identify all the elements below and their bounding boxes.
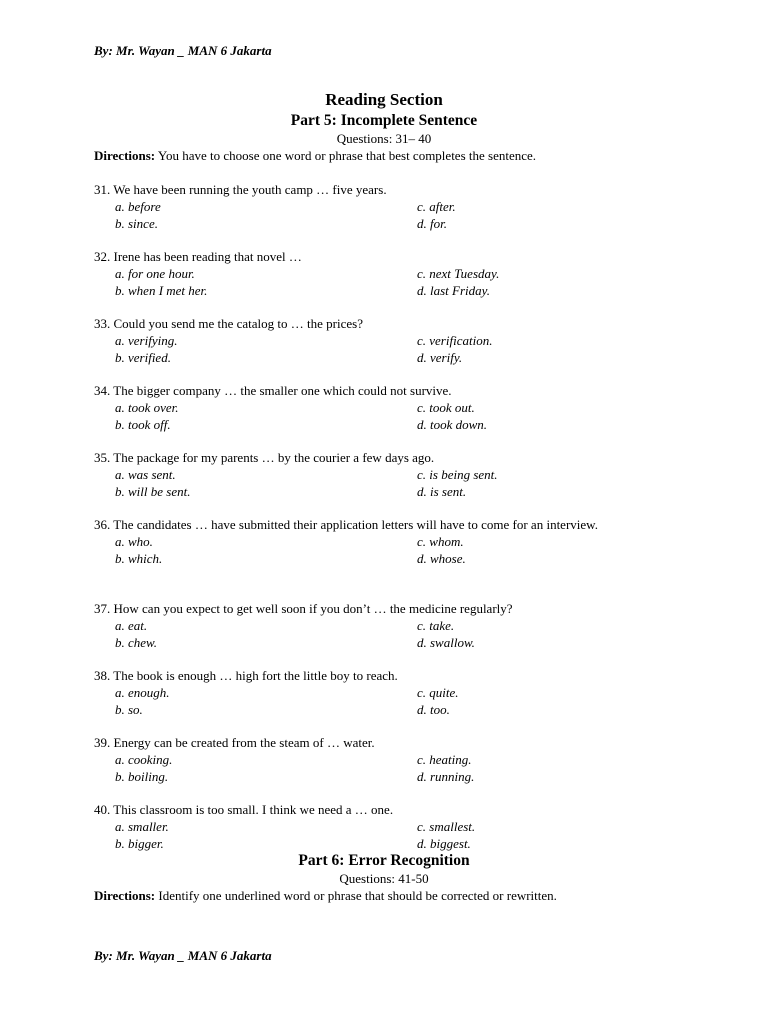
question-stem: 31. We have been running the youth camp … five years. (94, 182, 387, 197)
option-c: c. after. (417, 199, 456, 214)
option-b: b. verified. (115, 350, 171, 365)
option-c: c. is being sent. (417, 467, 498, 482)
question-31 (94, 181, 694, 232)
question-stem: 40. This classroom is too small. I think we need a … one. (94, 802, 394, 817)
directions-label: Directions: (94, 888, 156, 903)
part6-title: Part 6: Error Recognition (298, 852, 470, 869)
option-b: b. chew. (115, 635, 157, 650)
part5-questions-range: Questions: 31– 40 (336, 131, 432, 146)
option-a: a. eat. (115, 618, 148, 633)
option-a: a. verifying. (115, 333, 178, 348)
option-d: d. too. (417, 702, 450, 717)
page-footer: By: Mr. Wayan _ MAN 6 Jakarta (94, 948, 272, 963)
part5-directions (94, 148, 536, 164)
question-40 (94, 801, 694, 852)
option-b: b. when I met her. (115, 283, 208, 298)
question-stem: 33. Could you send me the catalog to … the prices? (94, 316, 363, 331)
question-stem: 32. Irene has been reading that novel … (94, 249, 302, 264)
option-d: d. whose. (417, 551, 466, 566)
question-33 (94, 315, 694, 366)
option-a: a. before (115, 199, 161, 214)
part6-questions-range: Questions: 41-50 (339, 871, 429, 886)
option-d: d. biggest. (417, 836, 471, 851)
question-37 (94, 600, 694, 651)
option-d: d. took down. (417, 417, 488, 432)
option-a: a. cooking. (115, 752, 173, 767)
page-header: By: Mr. Wayan _ MAN 6 Jakarta (94, 43, 272, 58)
option-a: a. took over. (115, 400, 179, 415)
option-c: c. verification. (417, 333, 493, 348)
question-35 (94, 449, 694, 500)
option-b: b. which. (115, 551, 163, 566)
question-stem: 37. How can you expect to get well soon if you don’t … the medicine regularly? (94, 601, 513, 616)
directions-label: Directions: (94, 148, 156, 163)
question-stem: 35. The package for my parents … by the courier a few days ago. (94, 450, 435, 465)
section-title: Reading Section (325, 90, 443, 109)
option-c: c. smallest. (417, 819, 476, 834)
option-a: a. enough. (115, 685, 170, 700)
option-a: a. was sent. (115, 467, 176, 482)
directions-text: You have to choose one word or phrase that best completes the sentence. (155, 148, 537, 163)
option-d: d. for. (417, 216, 447, 231)
question-stem: 38. The book is enough … high fort the little boy to reach. (94, 668, 398, 683)
option-c: c. take. (417, 618, 455, 633)
option-a: a. who. (115, 534, 153, 549)
question-36 (94, 516, 694, 567)
question-34 (94, 382, 694, 433)
option-b: b. took off. (115, 417, 171, 432)
option-d: d. is sent. (417, 484, 467, 499)
question-stem: 34. The bigger company … the smaller one which could not survive. (94, 383, 452, 398)
part5-title: Part 5: Incomplete Sentence (290, 112, 478, 129)
question-stem: 36. The candidates … have submitted their application letters will have to come for an interview. (94, 517, 598, 532)
option-c: c. quite. (417, 685, 459, 700)
option-c: c. heating. (417, 752, 472, 767)
option-a: a. for one hour. (115, 266, 195, 281)
option-d: d. running. (417, 769, 475, 784)
option-c: c. took out. (417, 400, 475, 415)
option-c: c. whom. (417, 534, 464, 549)
question-38 (94, 667, 694, 718)
option-b: b. will be sent. (115, 484, 191, 499)
option-b: b. boiling. (115, 769, 169, 784)
option-b: b. bigger. (115, 836, 164, 851)
part6-directions (94, 888, 557, 904)
option-b: b. since. (115, 216, 158, 231)
option-d: d. verify. (417, 350, 463, 365)
question-39 (94, 734, 694, 785)
question-stem: 39. Energy can be created from the steam of … water. (94, 735, 375, 750)
question-32 (94, 248, 694, 299)
option-b: b. so. (115, 702, 143, 717)
option-c: c. next Tuesday. (417, 266, 500, 281)
directions-text: Identify one underlined word or phrase that should be corrected or rewritten. (155, 888, 557, 903)
option-a: a. smaller. (115, 819, 169, 834)
option-d: d. swallow. (417, 635, 475, 650)
option-d: d. last Friday. (417, 283, 490, 298)
